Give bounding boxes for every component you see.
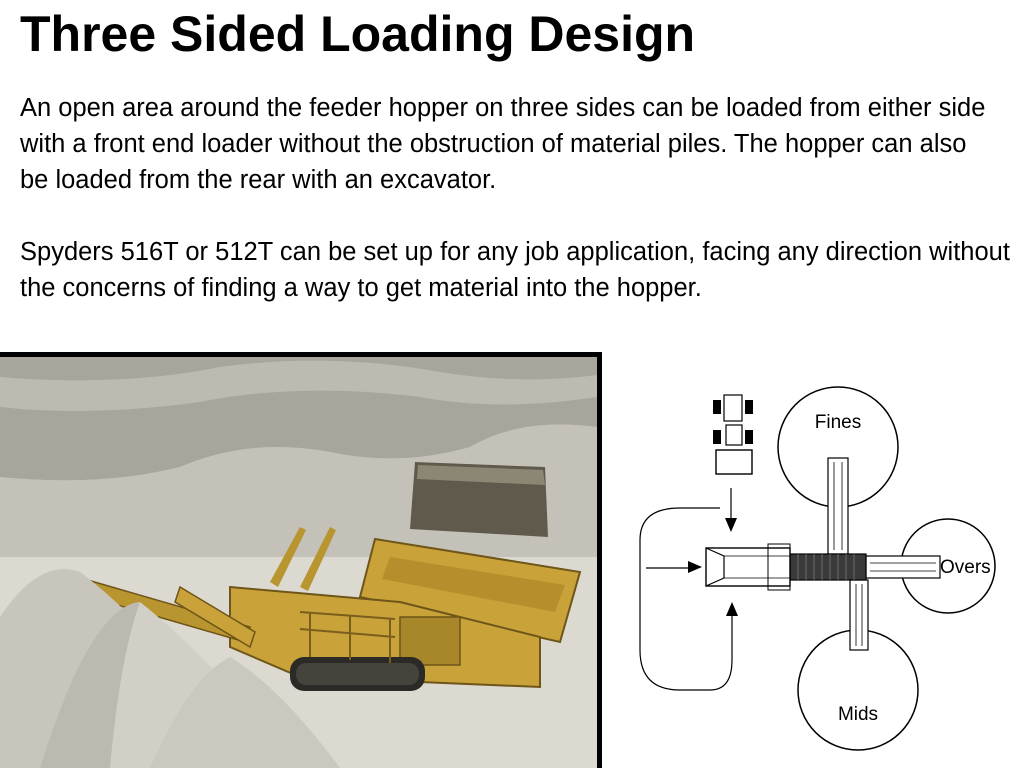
paragraph-1-line-1: An open area around the feeder hopper on three sides can be loaded from either side: [20, 94, 986, 122]
arrow-down-icon: [725, 518, 737, 532]
description-paragraph-2: [20, 234, 1010, 306]
page-title: Three Sided Loading Design: [20, 6, 696, 62]
screening-plant-photo: [0, 352, 602, 768]
overs-label: Overs: [940, 557, 991, 578]
paragraph-2-line-2: the concerns of finding a way to get material into the hopper.: [20, 274, 702, 302]
description-paragraph-1: [20, 90, 1010, 198]
quarry-scene-illustration: [0, 357, 597, 768]
overs-conveyor: [866, 556, 940, 578]
loading-paths: [640, 488, 732, 690]
mids-conveyor: [850, 580, 868, 650]
arrow-up-icon: [726, 602, 738, 616]
fines-conveyor: [828, 458, 848, 554]
loading-layout-diagram: [612, 380, 1024, 768]
mids-label: Mids: [837, 704, 879, 725]
paragraph-1-line-2: with a front end loader without the obstruction of material piles. The hopper can also: [20, 130, 967, 158]
fines-label: Fines: [814, 412, 862, 433]
paragraph-1-line-3: be loaded from the rear with an excavator.: [20, 166, 497, 194]
arrow-right-icon: [688, 561, 702, 573]
screen-deck: [790, 554, 866, 580]
paragraph-2-line-1: Spyders 516T or 512T can be set up for any job application, facing any direction without: [20, 238, 1010, 266]
front-end-loader-icon: [713, 395, 753, 474]
feeder-hopper: [706, 544, 790, 590]
